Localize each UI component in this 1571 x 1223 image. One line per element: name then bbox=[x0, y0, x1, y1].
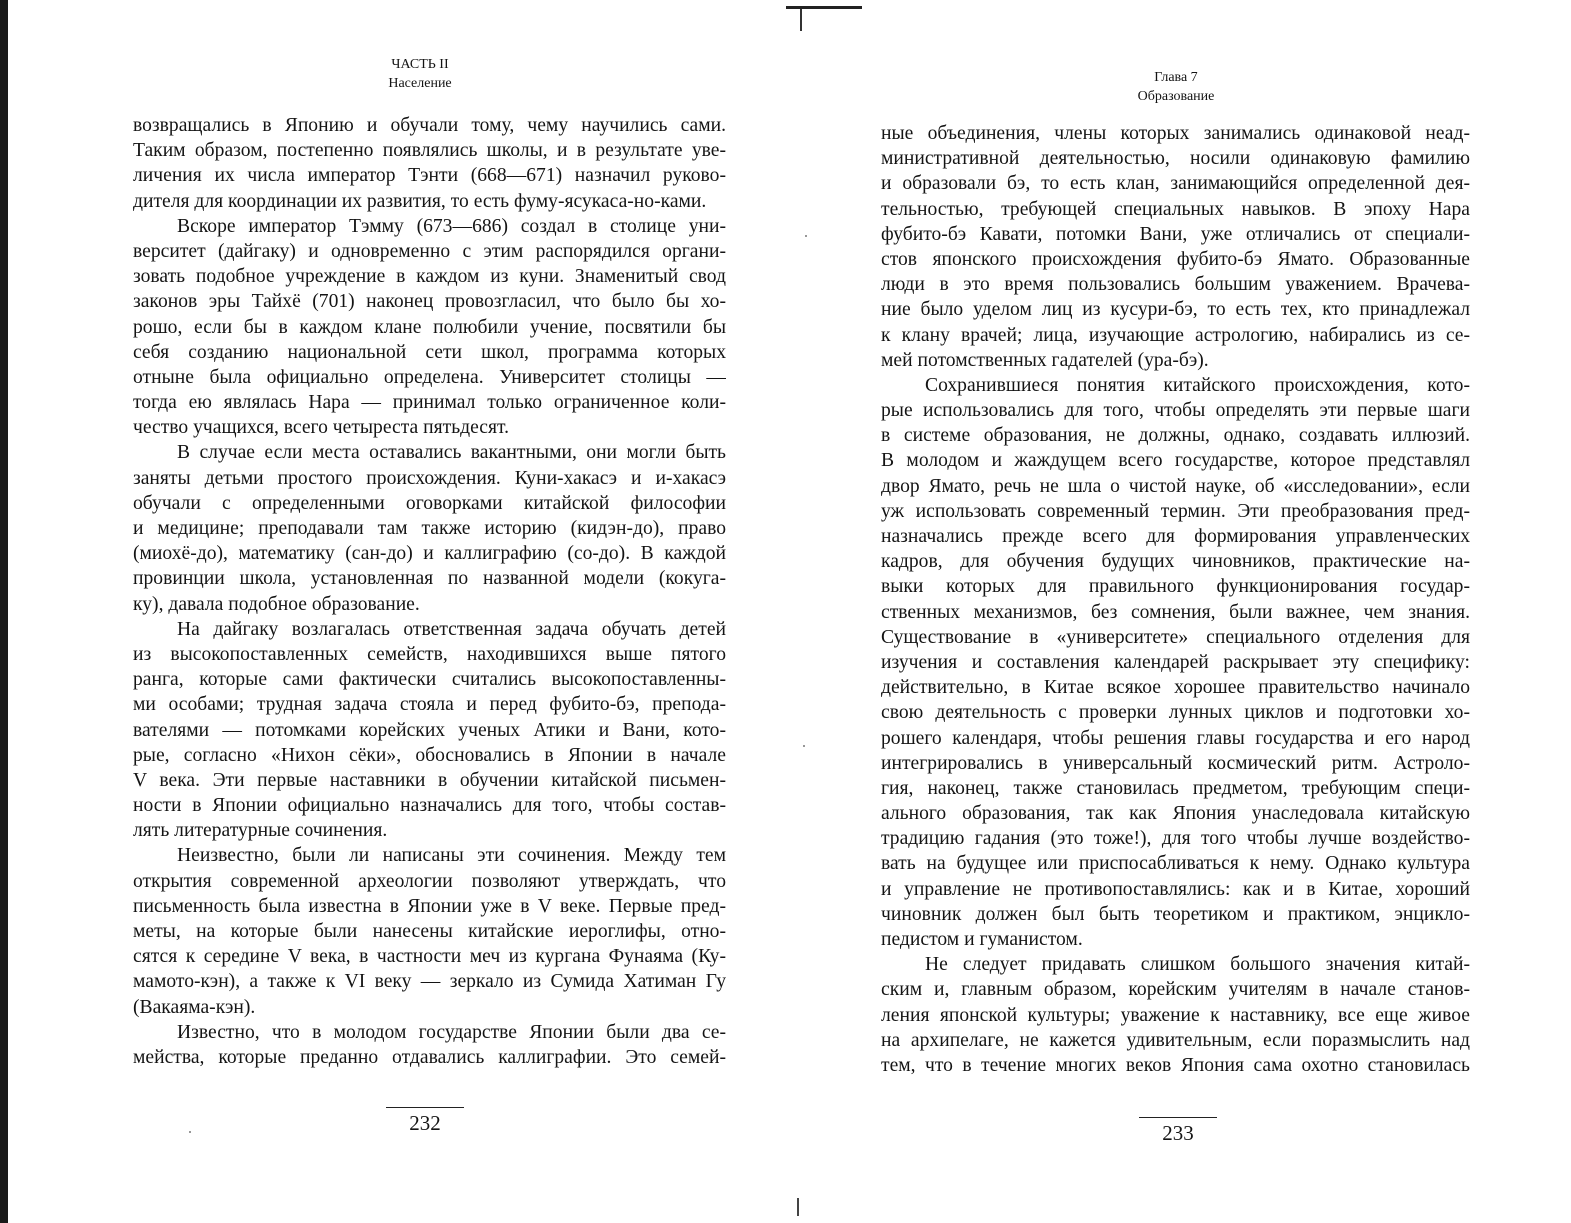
text-line: чество учащихся, всего четыреста пятьдесят. bbox=[133, 417, 509, 439]
text-line: педистом и гуманистом. bbox=[881, 929, 1083, 950]
spine-mark bbox=[786, 6, 862, 9]
text-line: Вскоре император Тэмму (673—686) создал в столице уни- bbox=[177, 215, 726, 237]
page-number-left: 232 bbox=[386, 1107, 464, 1136]
text-line: зовать подобное учреждение в каждом из куни. Знаменитый свод bbox=[133, 266, 726, 288]
text-line: тельностью, требующей специальных навыков. В эпоху Нара bbox=[881, 198, 1470, 220]
text-line: выки которых для правильного функционирования государ- bbox=[881, 576, 1470, 598]
text-line: изучения и составления календарей раскрывает эту специфику: bbox=[881, 651, 1470, 673]
text-line: кадров, для обучения будущих чиновников, практические на- bbox=[881, 551, 1470, 573]
text-line: тогда ею являлась Нара — принимал только ограниченное коли- bbox=[133, 392, 726, 414]
right-running-head bbox=[1076, 68, 1276, 106]
text-line: чиновник должен был быть теоретиком и практиком, энцикло- bbox=[881, 903, 1470, 925]
text-line: ским и, главным образом, корейским учителям в начале станов- bbox=[881, 979, 1470, 1001]
text-line: Неизвестно, были ли написаны эти сочинения. Между тем bbox=[177, 845, 726, 867]
text-line: и медицине; преподавали там также историю (кидэн-до), право bbox=[133, 518, 726, 539]
text-line: законов эры Тайхё (701) наконец провозгласил, что было бы хо- bbox=[133, 291, 726, 313]
text-line: письменность была известна в Японии уже в V веке. Первые пред- bbox=[133, 895, 726, 917]
running-head-part: ЧАСТЬ II bbox=[391, 57, 449, 72]
text-line: мейства, которые преданно отдавались каллиграфии. Это семей- bbox=[133, 1046, 726, 1068]
text-line: рые, согласно «Нихон сёки», обосновались в Японии в начале bbox=[133, 744, 726, 766]
text-line: меты, на которые были нанесены китайские иероглифы, отно- bbox=[133, 921, 726, 942]
running-head-section: Образование bbox=[1137, 89, 1215, 104]
text-line: мамото-кэн), а также к VI веку — зеркало из Сумида Хатиман Гу bbox=[133, 971, 726, 993]
text-line: ности в Японии официально назначались для того, чтобы состав- bbox=[133, 795, 726, 817]
text-line: На дайгаку возлагалась ответственная задача обучать детей bbox=[177, 618, 726, 640]
text-line: и управление не противопоставлялись: как и в Китае, хороший bbox=[881, 878, 1470, 900]
text-line: люди в это время пользовались большим уважением. Врачева- bbox=[881, 274, 1470, 296]
text-line: вателями — потомками корейских ученых Атики и Вани, кото- bbox=[133, 719, 726, 741]
text-line: уж использовать современный термин. Эти преобразования пред- bbox=[881, 500, 1470, 522]
text-line: рошего календаря, чтобы решения главы государства и его народ bbox=[881, 727, 1470, 749]
text-line: (миохё-до), математику (сан-до) и каллиграфию (со-до). В каждой bbox=[133, 543, 726, 565]
text-line: (Вакаяма-кэн). bbox=[133, 996, 256, 1018]
text-line: сятся к середине V века, в частности меч из кургана Фунаяма (Ку- bbox=[133, 946, 726, 968]
text-line: действительно, в Китае всякое хорошее правительство начинало bbox=[881, 677, 1470, 699]
text-line: из высокопоставленных семейств, находившихся выше пятого bbox=[133, 643, 726, 665]
text-line: ми особами; трудная задача стояла и перед фубито-бэ, препода- bbox=[133, 694, 726, 716]
text-line: отныне была официально определена. Университет столицы — bbox=[133, 366, 726, 388]
text-line: рошо, если бы в каждом клане полюбили учение, посвятили бы bbox=[133, 316, 726, 338]
text-line: обучали с определенными оговорками китайской философии bbox=[133, 492, 726, 514]
text-line: тем, что в течение многих веков Япония сама охотно становилась bbox=[881, 1054, 1470, 1076]
text-line: Известно, что в молодом государстве Японии были два се- bbox=[177, 1021, 726, 1043]
text-line: ранга, которые сами фактически считались высокопоставленны- bbox=[133, 669, 726, 691]
text-line: интегрировались в универсальный космический ритм. Астроло- bbox=[881, 752, 1470, 774]
text-line: дителя для координации их развития, то есть фуму-ясукаса-но-ками. bbox=[133, 190, 707, 212]
text-line: Сохранившиеся понятия китайского происхождения, кото- bbox=[925, 374, 1470, 396]
text-line: свою деятельность с проверки лунных циклов и подготовки хо- bbox=[881, 702, 1470, 724]
text-line: ального образования, так как Япония унаследовала китайскую bbox=[881, 803, 1470, 825]
scan-speck bbox=[803, 745, 805, 747]
text-line: вать на будущее или приспосабливаться к нему. Однако культура bbox=[881, 853, 1470, 875]
text-line: верситет (дайгаку) и одновременно с этим распорядился органи- bbox=[133, 240, 726, 262]
text-line: двор Ямато, речь не шла о чистой науке, об «исследовании», если bbox=[881, 475, 1470, 497]
text-line: традицию гадания (это тоже!), для того чтобы лучше воздейство- bbox=[881, 828, 1470, 850]
text-line: мей потомственных гадателей (ура-бэ). bbox=[881, 349, 1209, 371]
text-line: ления японской культуры; уважение к наставнику, все еще живое bbox=[881, 1004, 1470, 1026]
text-line: к клану врачей; лица, изучающие астрологию, набирались из се- bbox=[881, 324, 1470, 346]
text-line: Не следует придавать слишком большого значения китай- bbox=[925, 954, 1470, 976]
text-line: открытия современной археологии позволяют утверждать, что bbox=[133, 870, 726, 892]
text-line: ственных механизмов, без сомнения, были важнее, чем знания. bbox=[881, 601, 1470, 623]
text-line: и образовали бэ, то есть клан, занимающийся определенной дея- bbox=[881, 173, 1470, 195]
spine-mark-bottom bbox=[797, 1198, 799, 1216]
text-line: заняты детьми простого происхождения. Куни-хакасэ и и-хакасэ bbox=[133, 467, 726, 489]
text-line: ние было уделом лиц из кусури-бэ, то есть тех, кто принадлежал bbox=[881, 299, 1470, 321]
scan-edge bbox=[0, 0, 8, 1223]
page-number-right: 233 bbox=[1139, 1117, 1217, 1146]
text-line: возвращались в Японию и обучали тому, чему научились сами. bbox=[133, 115, 726, 136]
left-body-text bbox=[133, 113, 726, 1070]
text-line: ные объединения, члены которых занимались одинаковой неад- bbox=[881, 123, 1470, 144]
text-line: провинции школа, установленная по названной модели (кокуга- bbox=[133, 568, 726, 590]
text-line: В случае если места оставались вакантными, они могли быть bbox=[177, 442, 726, 464]
text-line: ку), давала подобное образование. bbox=[133, 593, 420, 615]
text-line: личения их числа император Тэнти (668—671) назначил руково- bbox=[133, 165, 726, 187]
text-line: назначались прежде всего для формирования управленческих bbox=[881, 526, 1470, 547]
text-line: V века. Эти первые наставники в обучении китайской письмен- bbox=[133, 769, 726, 791]
text-line: себя созданию национальной сети школ, программа которых bbox=[133, 341, 726, 363]
scan-speck bbox=[805, 235, 807, 237]
text-line: Существование в «университете» специального отделения для bbox=[881, 626, 1470, 648]
running-head-chapter: Глава 7 bbox=[1154, 70, 1198, 85]
text-line: В молодом и жаждущем всего государстве, которое представлял bbox=[881, 450, 1470, 472]
text-line: на архипелаге, не кажется удивительным, если поразмыслить над bbox=[881, 1029, 1470, 1051]
left-running-head bbox=[320, 55, 520, 93]
spine-tick bbox=[800, 9, 802, 31]
right-body-text bbox=[881, 121, 1470, 1078]
scan-speck bbox=[189, 1131, 191, 1133]
text-line: Таким образом, постепенно появлялись школы, и в результате уве- bbox=[133, 140, 726, 162]
running-head-section: Население bbox=[388, 76, 452, 91]
text-line: лять литературные сочинения. bbox=[133, 820, 388, 842]
text-line: в системе образования, не должны, однако, создавать иллюзий. bbox=[881, 425, 1470, 447]
text-line: стов японского происхождения фубито-бэ Ямато. Образованные bbox=[881, 248, 1470, 270]
text-line: рые использовались для того, чтобы определять эти первые шаги bbox=[881, 400, 1470, 422]
text-line: министративной деятельностью, носили одинаковую фамилию bbox=[881, 148, 1470, 170]
text-line: фубито-бэ Кавати, потомки Вани, уже отличались от специали- bbox=[881, 223, 1470, 245]
text-line: гия, наконец, также становилась предметом, требующим специ- bbox=[881, 777, 1470, 799]
